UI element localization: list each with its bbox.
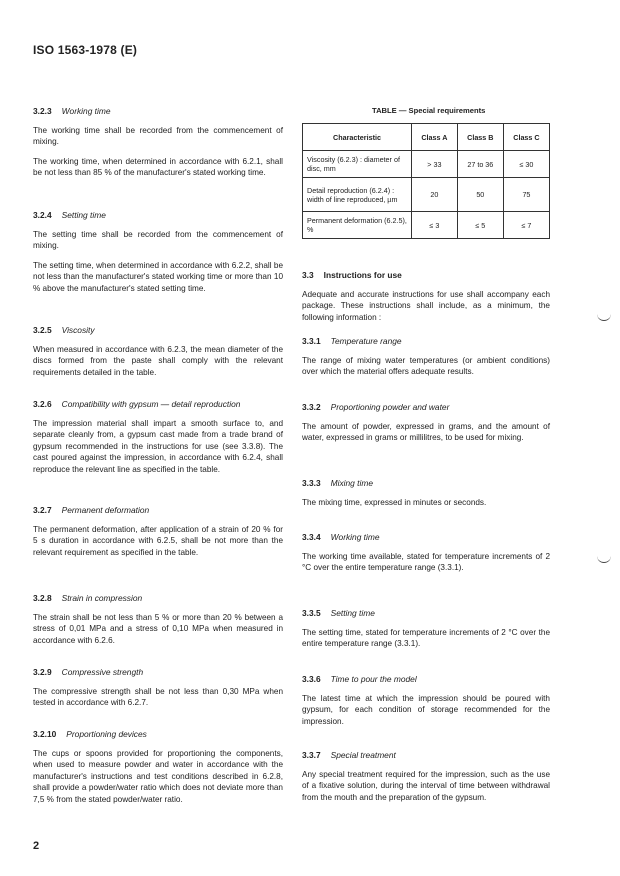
section-title: Working time <box>330 532 380 542</box>
section-3-2-3 <box>33 106 283 179</box>
paragraph: Adequate and accurate instructions for use shall accompany each package. These instructions shall include, as a minimum, the following information : <box>302 290 550 322</box>
section-number: 3.3.6 <box>302 674 321 684</box>
section-3-2-8 <box>33 593 283 646</box>
table-cell: Viscosity (6.2.3) : diameter of disc, mm <box>303 151 412 178</box>
section-title: Mixing time <box>330 478 373 488</box>
table-header-row <box>303 124 550 151</box>
section-number: 3.3.4 <box>302 532 321 542</box>
section-3-3-5 <box>302 608 550 650</box>
table-cell: 20 <box>412 178 458 212</box>
section-title: Instructions for use <box>323 270 402 280</box>
paragraph: Any special treatment required for the impression, such as the use of a fixative solution, during the interval of time between withdrawal from the mouth and the preparation of the gypsum. <box>302 770 550 802</box>
paragraph: The working time available, stated for temperature increments of 2 °C over the entire temperature range (3.3.1). <box>302 552 550 573</box>
margin-mark <box>597 314 611 321</box>
section-number: 3.2.9 <box>33 667 52 677</box>
document-code-header: ISO 1563-1978 (E) <box>33 43 138 57</box>
paragraph: The setting time shall be recorded from the commencement of mixing. <box>33 230 283 251</box>
table-cell: 27 to 36 <box>457 151 503 178</box>
paragraph: When measured in accordance with 6.2.3, the mean diameter of the discs formed from the paste shall comply with the relevant requirements detailed in the table. <box>33 345 283 377</box>
section-number: 3.2.3 <box>33 106 52 116</box>
table-cell: 75 <box>503 178 549 212</box>
section-title: Proportioning devices <box>66 729 147 739</box>
section-number: 3.2.8 <box>33 593 52 603</box>
section-number: 3.2.7 <box>33 505 52 515</box>
section-title: Strain in compression <box>61 593 143 603</box>
section-title: Permanent deformation <box>61 505 150 515</box>
margin-mark <box>597 556 611 563</box>
column-header: Class C <box>503 124 549 151</box>
section-3-3-2 <box>302 402 550 444</box>
section-3-2-9 <box>33 667 283 709</box>
page-number: 2 <box>33 840 40 852</box>
section-3-2-7 <box>33 505 283 558</box>
section-number: 3.2.4 <box>33 210 52 220</box>
paragraph: The cups or spoons provided for proportioning the components, when used to measure powder and water in accordance with the manufacturer's instructions and test conditions described in 6.2.8, shall provide a powder/water ratio which does not deviate more than 7,5 % from the stated powder/water ratio. <box>33 749 283 804</box>
section-number: 3.3.2 <box>302 402 321 412</box>
section-title: Temperature range <box>330 336 402 346</box>
column-header: Characteristic <box>303 124 412 151</box>
section-3-2-6 <box>33 399 283 475</box>
section-number: 3.2.10 <box>33 729 57 739</box>
section-number: 3.3.5 <box>302 608 321 618</box>
paragraph: The permanent deformation, after application of a strain of 20 % for 5 s duration in accordance with 6.2.5, shall be not more than the relevant requirement as specified in the table. <box>33 525 283 557</box>
section-number: 3.3.3 <box>302 478 321 488</box>
paragraph: The latest time at which the impression should be poured with gypsum, for each condition of storage recommended for the impression. <box>302 694 550 726</box>
paragraph: The impression material shall impart a smooth surface to, and separate cleanly from, a gypsum cast made from a trade brand of gypsum recommended in the instructions for use (see 3.3.8). The cast poured against the impression, in accordance with 6.2.4, shall reproduce the relevant line as specified in the table. <box>33 419 283 474</box>
section-3-3 <box>302 270 550 323</box>
paragraph: The compressive strength shall be not less than 0,30 MPa when tested in accordance with 6.2.7. <box>33 687 283 708</box>
table-cell: Permanent deformation (6.2.5), % <box>303 212 412 239</box>
column-header: Class A <box>412 124 458 151</box>
paragraph: The mixing time, expressed in minutes or seconds. <box>302 498 487 507</box>
section-title: Time to pour the model <box>330 674 417 684</box>
section-number: 3.3 <box>302 270 314 280</box>
paragraph: The setting time, when determined in accordance with 6.2.2, shall be not less than the manufacturer's stated working time or more than 10 % above the manufacturer's stated setting time. <box>33 260 283 293</box>
paragraph: The working time, when determined in accordance with 6.2.1, shall be not less than 85 % of the manufacturer's stated working time. <box>33 156 283 178</box>
section-3-2-5 <box>33 325 283 378</box>
section-number: 3.2.6 <box>33 399 52 409</box>
table-row <box>303 151 550 178</box>
section-3-3-3 <box>302 478 550 508</box>
table-cell: ≤ 30 <box>503 151 549 178</box>
table-row <box>303 178 550 212</box>
section-title: Viscosity <box>61 325 95 335</box>
paragraph: The amount of powder, expressed in grams, and the amount of water, expressed in grams or millilitres, to be used for mixing. <box>302 422 550 443</box>
section-3-3-4 <box>302 532 550 574</box>
table-cell: ≤ 5 <box>457 212 503 239</box>
paragraph: The working time shall be recorded from the commencement of mixing. <box>33 126 283 147</box>
paragraph: The strain shall be not less than 5 % or more than 20 % between a stress of 0,01 MPa and a stress of 0,10 MPa when measured in accordance with 6.2.6. <box>33 613 283 645</box>
section-title: Working time <box>61 106 111 116</box>
paragraph: The range of mixing water temperatures (or ambient conditions) over which the material offers adequate results. <box>302 356 550 377</box>
section-number: 3.2.5 <box>33 325 52 335</box>
table-caption: TABLE — Special requirements <box>372 106 486 115</box>
table-cell: Detail reproduction (6.2.4) : width of line reproduced, µm <box>303 178 412 212</box>
table-cell: ≤ 7 <box>503 212 549 239</box>
table-cell: > 33 <box>412 151 458 178</box>
section-number: 3.3.7 <box>302 750 321 760</box>
table-cell: 50 <box>457 178 503 212</box>
section-3-3-7 <box>302 750 550 803</box>
section-title: Setting time <box>61 210 106 220</box>
section-3-2-10 <box>33 729 283 805</box>
section-number: 3.3.1 <box>302 336 321 346</box>
paragraph: The setting time, stated for temperature increments of 2 °C over the entire temperature range (3.3.1). <box>302 628 550 649</box>
section-title: Compatibility with gypsum — detail reproduction <box>61 399 241 409</box>
table-cell: ≤ 3 <box>412 212 458 239</box>
table-row <box>303 212 550 239</box>
section-title: Compressive strength <box>61 667 144 677</box>
section-title: Proportioning powder and water <box>330 402 450 412</box>
section-title: Setting time <box>330 608 375 618</box>
section-title: Special treatment <box>330 750 396 760</box>
section-3-3-6 <box>302 674 550 727</box>
section-3-2-4 <box>33 210 283 294</box>
special-requirements-table <box>302 123 550 239</box>
section-3-3-1 <box>302 336 550 378</box>
column-header: Class B <box>457 124 503 151</box>
